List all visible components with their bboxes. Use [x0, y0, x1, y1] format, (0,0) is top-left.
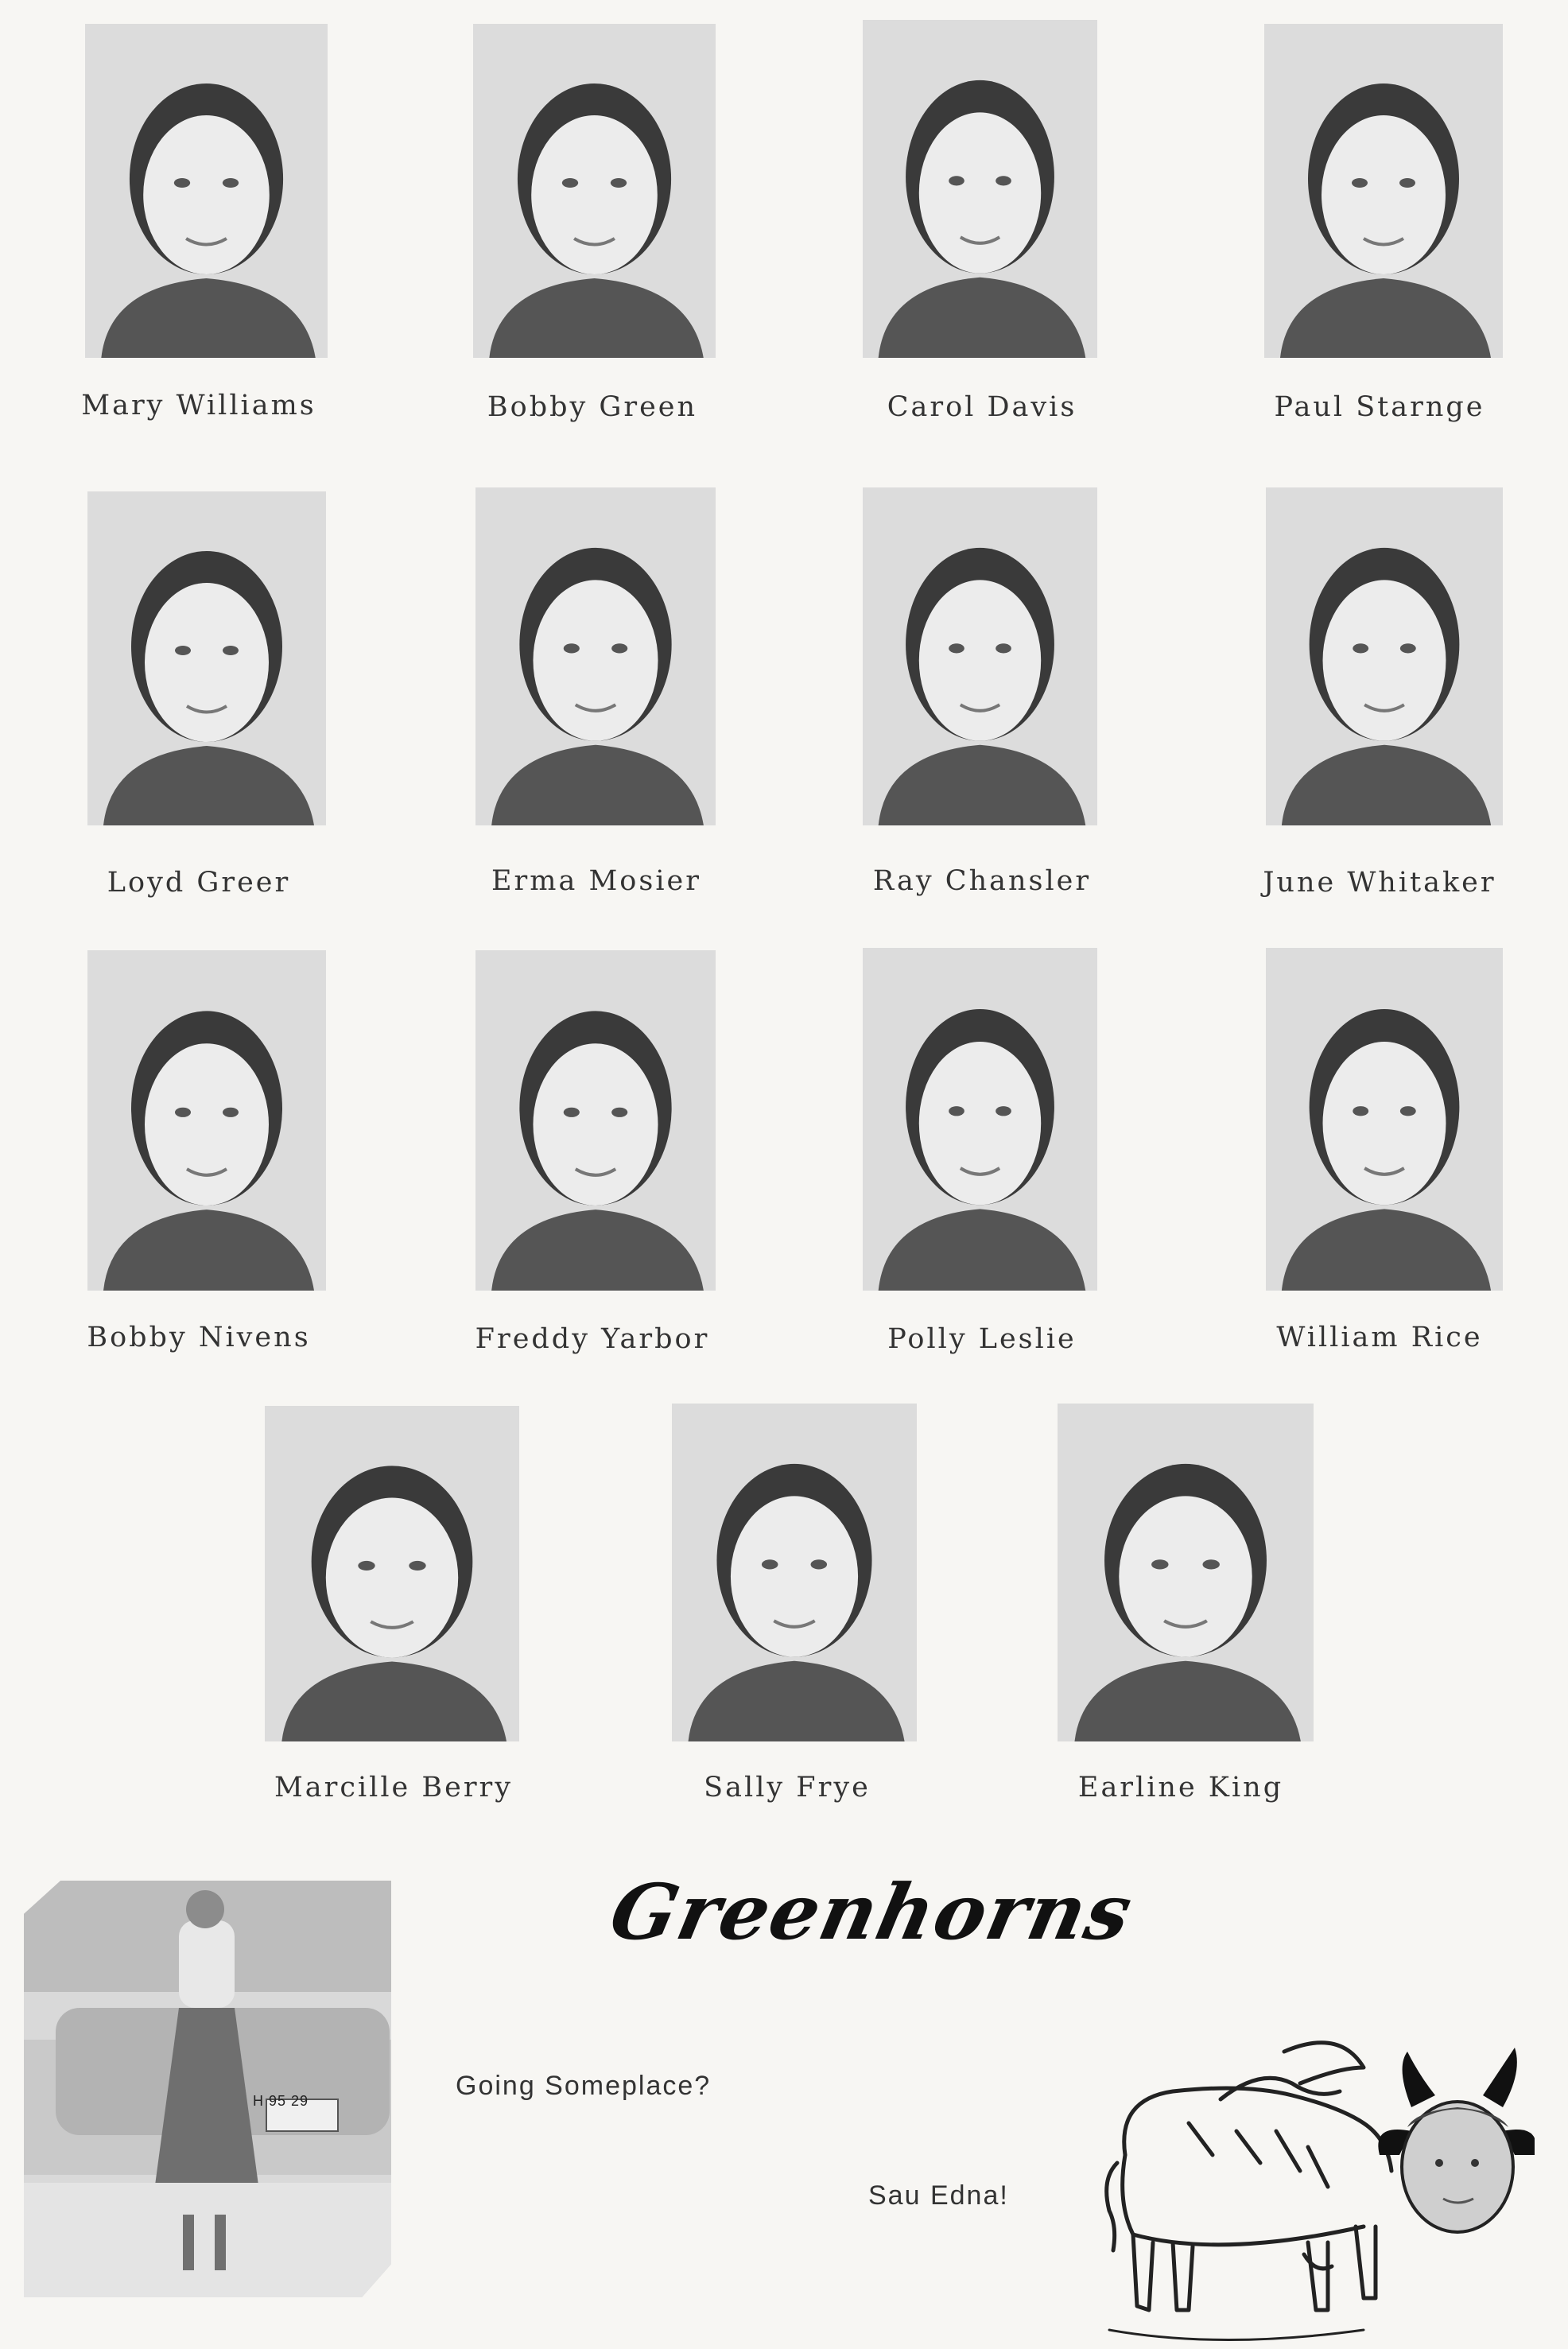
cow-cartoon	[1101, 2036, 1535, 2346]
student-name: Earline King	[1077, 1772, 1284, 1803]
caption-sau-edna: Sau Edna!	[868, 2180, 1009, 2211]
student-name: Marcille Berry	[274, 1772, 514, 1803]
portrait-silhouette	[473, 24, 716, 358]
portrait-silhouette	[87, 491, 326, 825]
student-name: Bobby Nivens	[87, 1322, 311, 1353]
portrait-silhouette	[1058, 1404, 1314, 1741]
student-name: Freddy Yarbor	[475, 1323, 710, 1355]
student-photo	[87, 950, 326, 1291]
student-photo	[475, 950, 716, 1291]
section-title: Greenhorns	[602, 1867, 1141, 1957]
student-photo	[863, 948, 1097, 1291]
student-name: Sally Frye	[704, 1772, 871, 1803]
student-name: June Whitaker	[1263, 867, 1496, 899]
student-photo	[863, 20, 1097, 358]
portrait-silhouette	[1264, 24, 1503, 358]
student-photo	[265, 1406, 519, 1741]
student-name: Mary Williams	[81, 390, 316, 421]
portrait-silhouette	[85, 24, 328, 358]
student-photo	[1264, 24, 1503, 358]
portrait-silhouette	[1266, 948, 1503, 1291]
student-photo	[87, 491, 326, 825]
candid-photo	[24, 1881, 391, 2297]
student-photo	[473, 24, 716, 358]
caption-going-someplace: Going Someplace?	[456, 2071, 712, 2101]
student-photo	[1058, 1404, 1314, 1741]
student-photo	[475, 487, 716, 825]
student-photo	[863, 487, 1097, 825]
portrait-silhouette	[87, 950, 326, 1291]
portrait-silhouette	[265, 1406, 519, 1741]
student-photo	[1266, 487, 1503, 825]
portrait-silhouette	[863, 487, 1097, 825]
student-name: Bobby Green	[487, 391, 698, 423]
portrait-silhouette	[672, 1404, 917, 1741]
student-name: Paul Starnge	[1274, 391, 1485, 423]
student-name: William Rice	[1276, 1322, 1483, 1353]
student-name: Polly Leslie	[887, 1323, 1077, 1355]
student-photo	[85, 24, 328, 358]
portrait-silhouette	[863, 948, 1097, 1291]
student-name: Ray Chansler	[872, 865, 1092, 897]
student-name: Loyd Greer	[107, 867, 291, 899]
student-name: Carol Davis	[887, 391, 1077, 423]
student-photo	[1266, 948, 1503, 1291]
portrait-silhouette	[475, 950, 716, 1291]
license-plate-text: H 95 29	[253, 2093, 309, 2109]
portrait-silhouette	[863, 20, 1097, 358]
student-photo	[672, 1404, 917, 1741]
student-name: Erma Mosier	[491, 865, 701, 897]
portrait-silhouette	[1266, 487, 1503, 825]
portrait-silhouette	[475, 487, 716, 825]
